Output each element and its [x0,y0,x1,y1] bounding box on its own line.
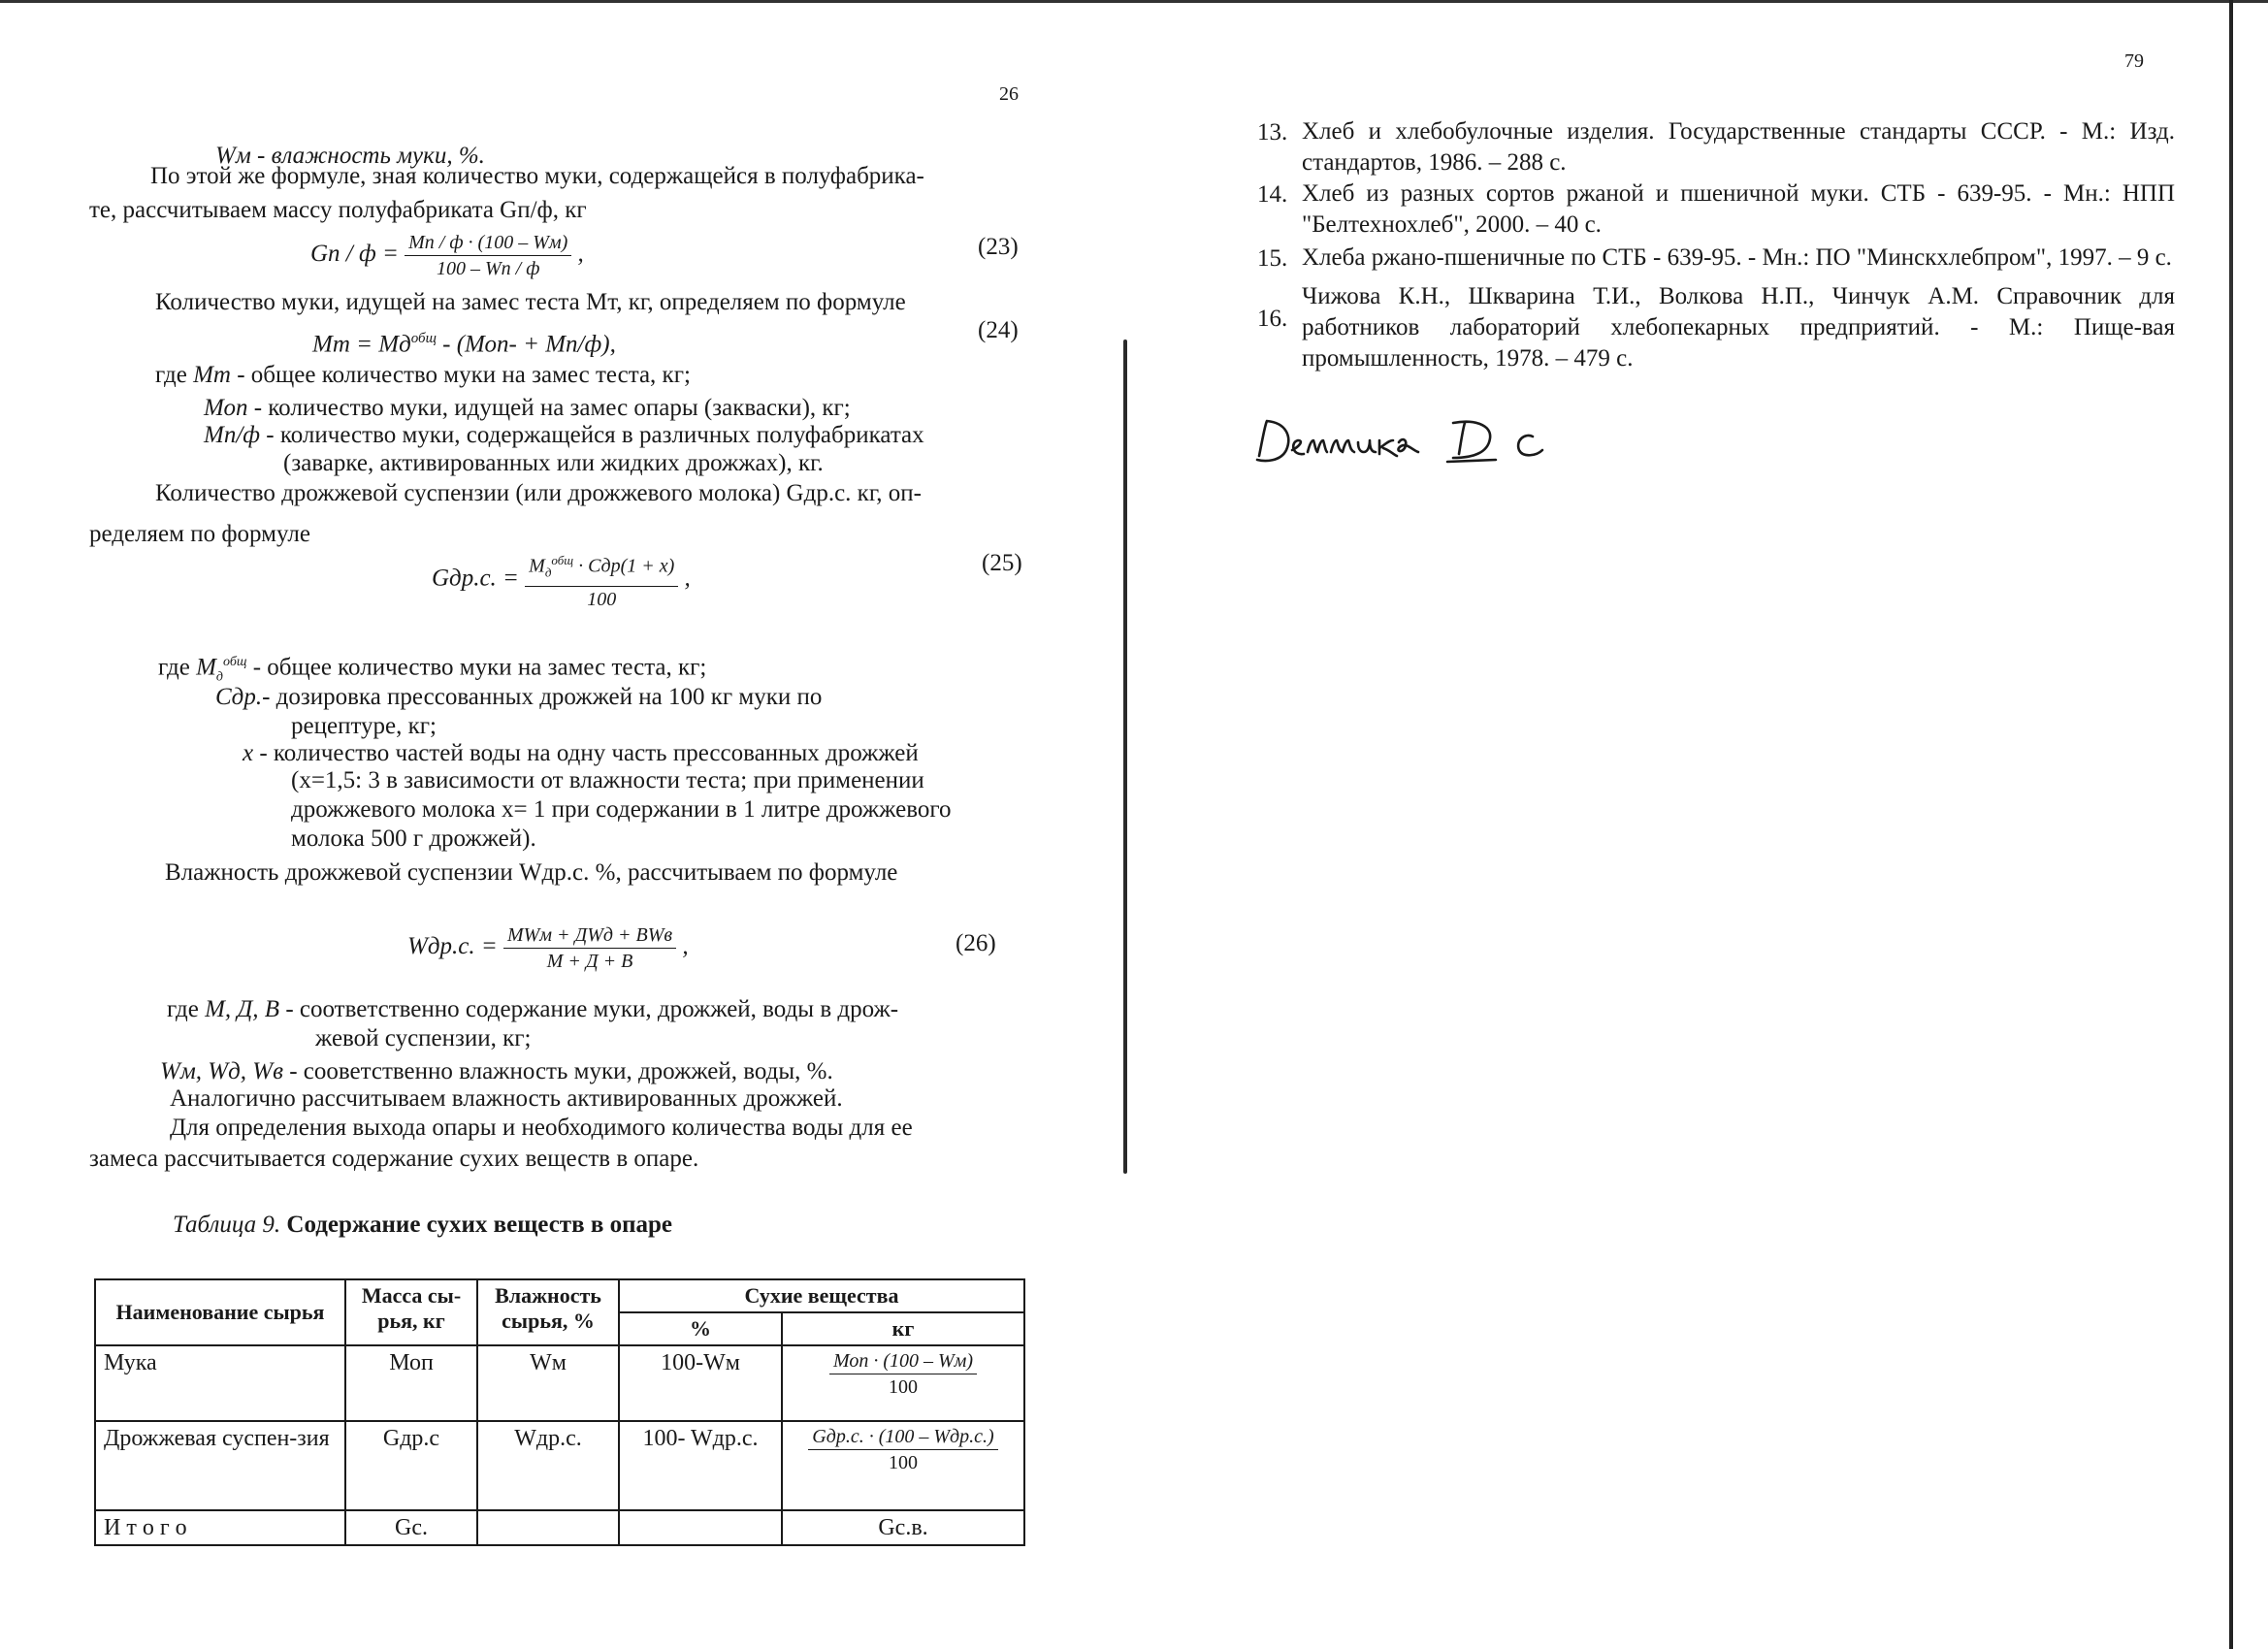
left-page [0,0,1125,1649]
fraction-denominator: 100 [889,1376,918,1398]
table-caption [173,1211,672,1240]
formula-23 [310,231,584,280]
cell-percent: 100-Wм [619,1345,782,1421]
cell-name: Мука [95,1345,345,1421]
where-line [155,361,691,390]
wm-definition: Wм - влажность муки, %. [215,143,485,169]
where-line [204,421,924,450]
where-continuation: (х=1,5: 3 в зависимости от влажности теста; при применении [291,767,924,793]
table-header-row [95,1279,1024,1312]
fraction-denominator: М + Д + В [546,951,633,972]
formula-number-24: (24) [978,317,1019,343]
where-text: - количество муки, идущей на замес опары (закваски), кг; [247,395,851,421]
formula-lhs: Gдр.с. = [432,565,519,592]
where-var: М, Д, В [205,996,280,1022]
reference-number: 13. [1257,119,1288,146]
where-continuation: молока 500 г дрожжей). [291,825,536,852]
where-continuation: рецептуре, кг; [291,713,437,739]
reference-text: Хлеб и хлебобулочные изделия. Государственные стандарты СССР. - М.: Изд. стандартов, 1986. – 288 с. [1302,118,2175,176]
where-text: - сооветственно влажность муки, дрожжей, воды, %. [282,1058,833,1084]
cell-moisture: Wдр.с. [477,1421,619,1510]
formula-24 [312,324,616,359]
caption-label: Таблица 9. [173,1212,281,1238]
where-lead: где [167,996,206,1022]
numerator-sup: общ [551,553,574,567]
where-text: - количество частей воды на одну часть прессованных дрожжей [253,740,919,766]
formula-lhs: Gп / ф = [310,241,399,268]
formula-rest: - (Моп- + Мп/ф), [436,331,616,358]
where-text: - дозировка прессованных дрожжей на 100 кг муки по [262,684,823,710]
fraction-denominator: 100 [587,588,617,610]
where-line [204,394,851,423]
where-line [243,739,919,768]
where-text: - общее количество муки на замес теста, кг; [230,362,691,388]
cell-moisture [477,1510,619,1545]
table-row [95,1421,1024,1510]
reference-text: Хлеб из разных сортов ржаной и пшеничной муки. СТБ - 639-95. - Мн.: НПП "Белтехнохлеб", 2000. – 40 с. [1302,180,2175,238]
where-var: Мт [193,362,231,388]
fraction-numerator: Моп · (100 – Wм) [829,1349,977,1374]
where-lead: где [158,654,197,681]
page-number: 79 [2124,50,2144,72]
cell-moisture: Wм [477,1345,619,1421]
numerator-sub: д [544,565,552,580]
where-var: Wм, Wд, Wв [160,1058,283,1084]
where-lead: где [155,362,194,388]
handwritten-signature [1253,407,1603,475]
where-continuation: дрожжевого молока х= 1 при содержании в 1 литре дрожжевого [291,796,952,823]
reference-number: 14. [1257,181,1288,208]
cell-percent [619,1510,782,1545]
cell-kg [782,1421,1024,1510]
formula-25 [432,549,691,611]
header-percent: % [619,1312,782,1345]
paragraph-line: Количество дрожжевой суспензии (или дрожжевого молока) Gдр.с. кг, оп- [155,480,922,506]
reference-text: Чижова К.Н., Шкварина Т.И., Волкова Н.П., Чинчук А.М. Справочник для работников лабораторий хлебопекарных предприятий. - М.: Пище-вая промышленность, 1978. – 479 с. [1302,283,2175,372]
right-page [1125,0,2268,1649]
header-moisture: Влажность сырья, % [477,1279,619,1345]
formula-tail: , [684,565,691,592]
cell-fraction [829,1349,977,1399]
formula-sup: общ [410,331,437,346]
numerator-var: М [529,555,545,577]
cell-mass: Моп [345,1345,477,1421]
where-text: - общее количество муки на замес теста, кг; [246,654,707,681]
reference-number: 15. [1257,245,1288,272]
reference-text: Хлеба ржано-пшеничные по СТБ - 639-95. - Мн.: ПО "Минскхлебпром", 1997. – 9 с. [1302,244,2172,271]
paragraph-line: ределяем по формуле [89,521,310,547]
cell-mass: Gс. [345,1510,477,1545]
formula-number-26: (26) [956,930,996,956]
cell-percent: 100- Wдр.с. [619,1421,782,1510]
reference-number: 16. [1257,306,1288,332]
fraction-numerator: Gдр.с. · (100 – Wдр.с.) [808,1425,997,1450]
paragraph-line: Количество муки, идущей на замес теста Мт, кг, определяем по формуле [155,289,906,315]
table-row [95,1345,1024,1421]
where-continuation: жевой суспензии, кг; [315,1025,532,1051]
fraction-denominator: 100 – Wп / ф [437,258,540,279]
where-var: М [196,654,216,681]
formula-fraction [405,231,571,280]
table-total-row [95,1510,1024,1545]
cell-fraction [808,1425,997,1474]
where-sup: общ [223,655,247,669]
where-line [215,683,822,712]
dry-matter-table [94,1278,1025,1546]
header-name: Наименование сырья [95,1279,345,1345]
caption-title: Содержание сухих веществ в опаре [280,1212,672,1238]
where-line [167,995,898,1024]
formula-lhs: Wдр.с. = [407,933,498,960]
fraction-numerator: Мп / ф · (100 – Wм) [405,231,571,256]
formula-tail: , [682,933,689,960]
page-number: 26 [999,83,1019,105]
cell-mass: Gдр.с [345,1421,477,1510]
paragraph-line: те, рассчитываем массу полуфабриката Gп/ф, кг [89,197,587,223]
header-dry-matter: Сухие вещества [619,1279,1024,1312]
cell-name: Дрожжевая суспен-зия [95,1421,345,1510]
formula-number-25: (25) [982,550,1022,576]
formula-fraction [525,549,678,611]
where-var: х [243,740,254,766]
where-var: Сдр. [215,684,263,710]
cell-kg [782,1345,1024,1421]
fraction-numerator: МWм + ДWд + ВWв [503,923,676,949]
where-text: - количество муки, содержащейся в различных полуфабрикатах [260,422,924,448]
header-mass: Масса сы-рья, кг [345,1279,477,1345]
paragraph-line: Влажность дрожжевой суспензии Wдр.с. %, рассчитываем по формуле [165,859,898,886]
formula-26 [407,923,689,973]
formula-fraction [503,923,676,973]
header-kg: кг [782,1312,1024,1345]
fraction-denominator: 100 [888,1452,918,1473]
where-var: Моп [204,395,248,421]
cell-kg: Gс.в. [782,1510,1024,1545]
where-var: Мп/ф [204,422,261,448]
where-line [160,1057,833,1086]
where-sub: д [215,669,223,685]
paragraph-line: Для определения выхода опары и необходимого количества воды для ее [170,1115,913,1141]
numerator-rest: · Сдр(1 + х) [573,555,675,577]
paragraph-line: По этой же формуле, зная количество муки, содержащейся в полуфабрика- [150,163,924,189]
formula-number-23: (23) [978,234,1019,260]
where-text: - соответственно содержание муки, дрожжей, воды в дрож- [279,996,899,1022]
formula-tail: , [577,241,584,268]
paragraph-line: замеса рассчитывается содержание сухих веществ в опаре. [89,1146,699,1172]
paragraph-line: Аналогично рассчитываем влажность активированных дрожжей. [170,1085,843,1112]
where-continuation: (заварке, активированных или жидких дрожжах), кг. [283,450,824,476]
formula-lhs: Мт = Мд [312,331,411,358]
fraction-numerator [525,549,678,587]
cell-name: И т о г о [95,1510,345,1545]
